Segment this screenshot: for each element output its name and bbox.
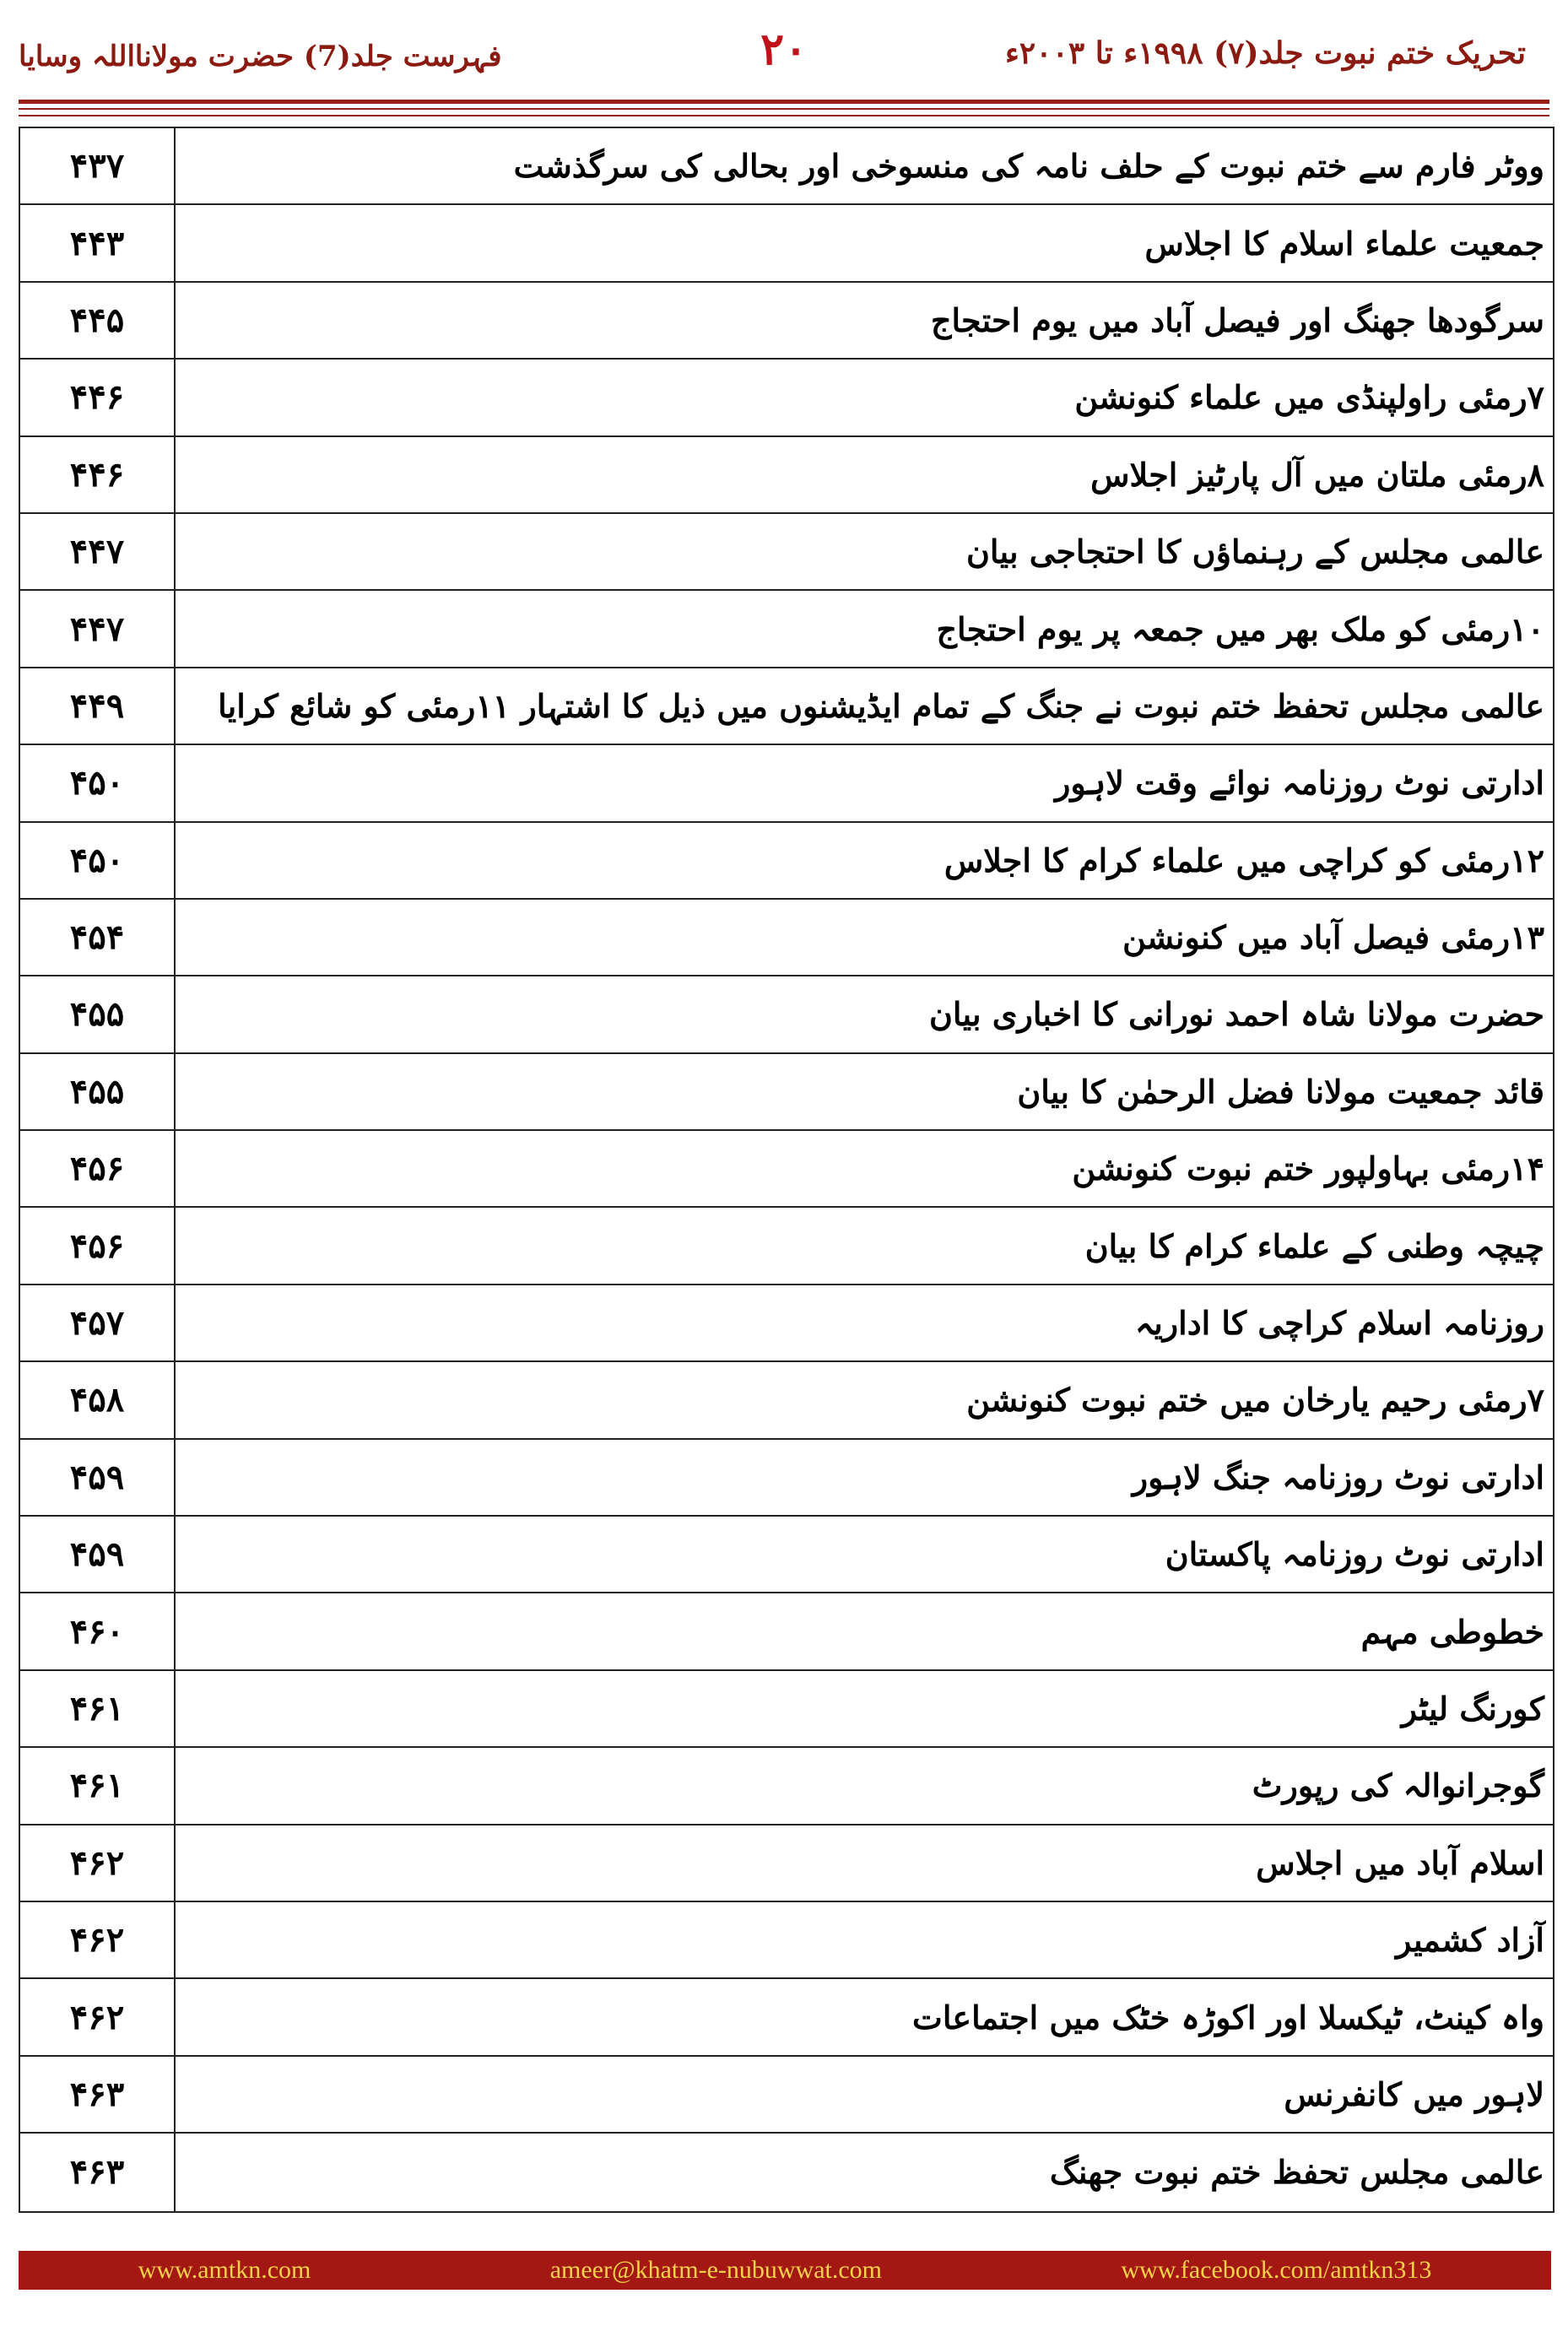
toc-entry-page: ۴۵۶ [20,1131,176,1206]
toc-entry-page: ۴۵۶ [20,1208,176,1283]
toc-entry-title: ۱۳رمئی فیصل آباد میں کنونشن [1122,918,1544,957]
toc-entry-title: ادارتی نوٹ روزنامہ نوائے وقت لاہور [1055,764,1544,803]
toc-row [20,1208,1553,1285]
toc-row [20,1748,1553,1825]
toc-entry-title: ۷رمئی رحیم یارخان میں ختم نبوت کنونشن [966,1381,1544,1420]
toc-entry-title: کورنگ لیٹر [1401,1690,1544,1728]
toc-row [20,1285,1553,1362]
toc-entry-page: ۴۵۸ [20,1362,176,1437]
toc-entry-title: خطوطی مہم [1360,1612,1544,1651]
toc-entry-title: ادارتی نوٹ روزنامہ جنگ لاہور [1132,1458,1544,1496]
toc-entry-title: لاہور میں کانفرنس [1284,2074,1544,2113]
toc-entry-page: ۴۶۳ [20,2057,176,2132]
toc-entry-title: چیچہ وطنی کے علماء کرام کا بیان [1084,1226,1544,1265]
toc-entry-title: جمعیت علماء اسلام کا اجلاس [1144,224,1544,262]
footer-facebook-link[interactable]: www.facebook.com/amtkn313 [1121,2256,1432,2284]
header-rule [19,108,1549,110]
toc-entry-page: ۴۶۱ [20,1748,176,1823]
toc-entry-page: ۴۶۲ [20,1825,176,1901]
toc-entry-title: گوجرانوالہ کی رپورٹ [1252,1766,1544,1805]
toc-row [20,1825,1553,1902]
toc-entry-page: ۴۶۱ [20,1671,176,1746]
toc-entry-page: ۴۵۵ [20,976,176,1052]
toc-entry-title: ادارتی نوٹ روزنامہ پاکستان [1165,1535,1544,1574]
toc-entry-title: حضرت مولانا شاہ احمد نورانی کا اخباری بیان [929,995,1544,1034]
footer-email-link[interactable]: ameer@khatm-e-nubuwwat.com [549,2256,883,2284]
toc-row [20,668,1553,745]
toc-row [20,591,1553,668]
page-header [0,0,1568,101]
toc-row [20,1362,1553,1439]
toc-entry-title: ۱۴رمئی بہاولپور ختم نبوت کنونشن [1072,1149,1544,1188]
page-number: ۲۰ [760,24,808,75]
footer-website-link[interactable]: www.amtkn.com [138,2256,311,2284]
toc-row [20,745,1553,822]
toc-entry-page: ۴۶۳ [20,2134,176,2210]
toc-entry-page: ۴۵۵ [20,1054,176,1129]
toc-entry-page: ۴۶۲ [20,1979,176,2054]
toc-entry-page: ۴۴۷ [20,514,176,589]
header-rule [19,100,1549,104]
toc-row [20,1054,1553,1131]
table-of-contents [19,127,1554,2213]
toc-entry-title: سرگودھا جھنگ اور فیصل آباد میں یوم احتجاج [930,300,1544,339]
page-footer [19,2251,1551,2290]
toc-row [20,205,1553,282]
toc-entry-title: ۸رمئی ملتان میں آل پارٹیز اجلاس [1090,455,1544,494]
toc-entry-page: ۴۵۷ [20,1285,176,1360]
toc-entry-page: ۴۵۰ [20,745,176,820]
toc-row [20,976,1553,1053]
toc-entry-title: ۷رمئی راولپنڈی میں علماء کنونشن [1074,378,1544,417]
toc-entry-page: ۴۴۹ [20,668,176,744]
toc-entry-title: آزاد کشمیر [1395,1921,1544,1960]
toc-entry-title: عالمی مجلس کے رہنماؤں کا احتجاجی بیان [966,533,1544,571]
toc-entry-title: اسلام آباد میں اجلاس [1256,1843,1544,1882]
toc-entry-title: عالمی مجلس تحفظ ختم نبوت نے جنگ کے تمام ایڈیشنوں میں ذیل کا اشتہار ۱۱رمئی کو شائع کرایا [218,686,1544,725]
toc-entry-title: عالمی مجلس تحفظ ختم نبوت جھنگ [1049,2153,1544,2192]
toc-entry-page: ۴۴۳ [20,205,176,280]
toc-row [20,1440,1553,1517]
toc-entry-page: ۴۳۷ [20,128,176,203]
toc-row [20,823,1553,900]
toc-entry-title: واہ کینٹ، ٹیکسلا اور اکوڑہ خٹک میں اجتماعات [912,1998,1544,2036]
toc-entry-page: ۴۶۲ [20,1902,176,1977]
toc-row [20,2057,1553,2134]
book-title: تحریک ختم نبوت جلد(۷) ۱۹۹۸ء تا ۲۰۰۳ء [1004,35,1526,71]
toc-row [20,900,1553,976]
toc-row [20,1979,1553,2056]
toc-row [20,360,1553,436]
index-title: فہرست جلد(7) حضرت مولانااللہ وسایا [19,40,502,73]
toc-entry-page: ۴۵۹ [20,1517,176,1592]
toc-entry-page: ۴۴۶ [20,437,176,512]
toc-row [20,2134,1553,2210]
toc-entry-title: قائد جمعیت مولانا فضل الرحمٰن کا بیان [1017,1072,1544,1111]
toc-row [20,1671,1553,1748]
toc-row [20,514,1553,591]
toc-row [20,128,1553,205]
toc-row [20,437,1553,514]
toc-entry-title: ووٹر فارم سے ختم نبوت کے حلف نامہ کی منسوخی اور بحالی کی سرگذشت [513,147,1544,186]
toc-entry-title: ۱۰رمئی کو ملک بھر میں جمعہ پر یوم احتجاج [936,609,1544,648]
header-rule [19,115,1549,116]
toc-row [20,1902,1553,1979]
toc-row [20,1517,1553,1593]
toc-row [20,283,1553,360]
toc-entry-page: ۴۴۵ [20,283,176,358]
toc-entry-page: ۴۵۰ [20,823,176,898]
toc-entry-page: ۴۴۷ [20,591,176,666]
toc-entry-title: روزنامہ اسلام کراچی کا اداریہ [1134,1304,1544,1343]
toc-row [20,1131,1553,1208]
toc-entry-page: ۴۵۹ [20,1440,176,1515]
toc-row [20,1593,1553,1670]
toc-entry-page: ۴۴۶ [20,360,176,435]
toc-entry-page: ۴۶۰ [20,1593,176,1669]
toc-entry-title: ۱۲رمئی کو کراچی میں علماء کرام کا اجلاس [944,841,1544,879]
toc-entry-page: ۴۵۴ [20,900,176,975]
